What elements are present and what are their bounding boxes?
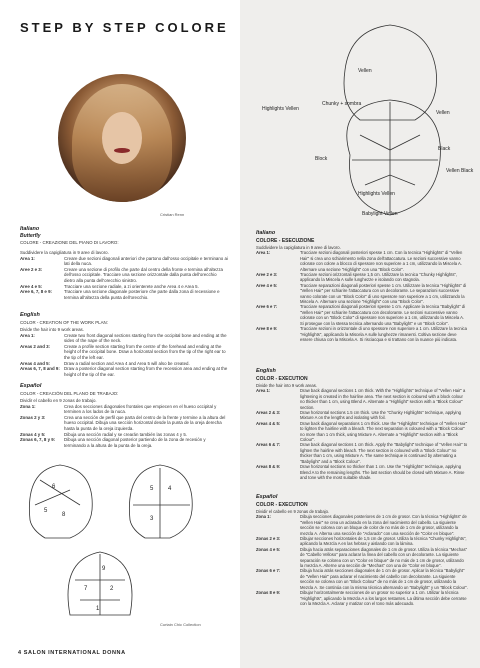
row-value: Dibujar horizontalmente secciones de un grosor no superior a 1 cm. Utilizar la técnica "Highlights", aplicando la Mezcla A a los largos restantes. La última sección debe cerrarse con la Mezcla A. Aclarar y matizar con el tono más adecuado. [300,590,467,606]
row-value: Draw a posterior diagonal section starting from the recession area and ending at the height of the tip of the ear. [64,366,228,377]
row-value: Tracciare sezioni diagonali posteriori spesse 1 cm. Con la tecnica "Highlights" di "Vellen Hair" si crea uno schiarimento nella zona dell'attaccatura. Le sezioni successive vanno colorate con colore a blocco di spessore non superiore a 1 cm, utilizzando la Miscela A. Alternare una sezione "Highlight" con una "Block Color". [300,250,463,272]
english-lang: English [20,312,40,318]
row-key: Aree 8 e 9: [256,326,278,332]
label-vellen-1: Vellen [358,68,372,74]
english-subtitle: COLOR - CREATION OF THE WORK PLAN: [20,320,108,325]
row-value: Tracciare separazioni diagonali posteriori spesse 1 cm. Utilizzare la tecnica "Highlights" di "Vellen Hair" per schiarire l'attaccatura con un decolorante. Le separazioni successive vanno colorate con un "Block Color" di uno spessore non superiore a 1 cm, utilizzando la Miscela A. Alternare una sezione "Highlight" con una "Block Color". [300,282,467,305]
italiano-intro: Suddividere la capigliatura in 9 aree di lavoro. [20,250,109,255]
section-number: 8 [62,512,66,518]
r-espanol-row [256,568,468,590]
row-key: Aree 6 e 7: [256,304,278,310]
row-value: Creare due sezioni diagonali anteriori che partono dall'osso occipitale e terminano ai lati della nuca. [64,255,228,267]
row-key: Aree 2 e 3: [20,266,43,272]
row-key: Aree 6, 7, 8 e 9: [20,289,52,295]
row-value: Create a profile section starting from the centre of the forehead and ending at the height of the occipital bone. Draw a horizontal section from the tip of the right ear to the tip of the left ear. [64,343,226,360]
row-key: Zonas 4 y 5: [20,431,46,437]
model-photo [58,74,186,202]
section-number: 3 [150,516,154,522]
italiano-row [20,256,228,267]
page-title: STEP BY STEP COLORE [20,20,229,35]
english-intro: Divide the hair into 9 work areas. [20,327,84,332]
r-english-lang: English [256,368,276,374]
r-italiano-row [256,304,468,326]
right-column [240,0,480,668]
section-number: 7 [84,586,88,592]
row-value: Create two front diagonal sections starting from the occipital bone and ending at the sides of the nape of the neck. [64,332,227,344]
italiano-row [20,267,228,284]
row-value: Dibuja hacia atrás separaciones diagonales de 1 cm de grosor. Utiliza la técnica "Mechas" de "Cabello Velloso" para aclarar la línea del cabello con un decolorante. La siguiente separación se colorea con un "Color en bloque" de no más de 1 cm de grosor, utilizando la mezcla A. Alterne una sección de "Mechas" con una de "Color en bloque". [300,546,468,569]
row-value: Tracciare sezioni in orizzontale di uno spessore non superiore a 1 cm. Utilizzare la tecnica "Highlights", applicando la Miscela A sulle lunghezze rimanenti. Coltiva sezione deve essere chiusa con la Miscela A. Si risciacqua e si trattano con la nuance più indicata. [300,326,467,342]
row-key: Area 1: [20,255,35,261]
r-italiano-block [256,245,468,342]
row-key: Area 1: [256,250,271,256]
r-english-row [256,388,468,410]
section-number: 9 [102,566,106,572]
row-key: Aree 2 e 3: [256,272,278,278]
r-italiano-intro: Suddividere la capigliatura in 9 aree di lavoro. [256,245,341,250]
face-shape [102,112,142,164]
head-diagram-large [240,10,480,230]
espanol-subtitle: COLOR - CREACIÓN DEL PLANO DE TRABAJO: [20,391,119,396]
head-diagram-bottom [68,552,132,615]
r-italiano-row [256,283,468,305]
lips-shape [114,148,130,153]
espanol-block [20,398,228,448]
label-vellen-2: Vellen [436,110,450,116]
english-row [20,366,228,377]
row-key: Areas 4 and 5: [20,360,51,366]
row-key: Zonas 2 y 3: [20,414,46,420]
row-key: Zonas 6 e 7: [256,568,281,574]
row-key: Areas 6, 7, 8 and 9: [20,366,60,372]
row-value: Dibujar secciones horizontales de 1,5 cm de grosor. Utiliza la técnica "Chunky Highlights", aplicando la Mezcla A en las hebras y aislando con la lámina. [300,536,467,547]
row-value: Draw a radial section and Area 4 and Area 5 will also be created. [64,360,190,366]
row-value: Draw back diagonal sections 1 cm thick. With the "Highlights" technique of "Vellen Hair" a lightening is created in the hairline area. The next section is coloured with a block colour no thicker than 1 cm, using Blend A. Alternate a "Highlight" section with a "Block Colour" section. [300,388,466,410]
label-vellen-black: Vellen Black [446,168,474,174]
r-espanol-row [256,536,468,547]
r-english-intro: Divide the hair into 9 work areas. [256,383,317,388]
row-value: Tracciare una sezione radiale, a zi orienterete anche Area 4 e Area 5. [64,283,199,289]
r-espanol-row [256,547,468,569]
r-english-row [256,464,468,480]
r-italiano-row [256,326,468,342]
italiano-name: Butterfly [20,233,41,239]
row-value: Dibuja una sección radial y se crearán también las zonas 4 y 5. [64,431,188,437]
back-head-outline [347,100,441,215]
head-diagram-top-left [29,465,92,538]
r-espanol-subtitle: COLOR - EXECUTION [256,502,308,508]
row-value: Crea una sección de perfil que parta del centro de la frente y termine a la altura del hueso occipital. Dibuja una sección horizontal desde la punta de la oreja derecha hasta la punta de la oreja izquierda. [64,414,226,431]
r-espanol-row [256,590,468,606]
english-row [20,333,228,344]
r-english-row [256,442,468,464]
row-value: Tracciare una sezione diagonale posteriore che parte dalla zona di recessione e termina all'altezza della punta dell'orecchio. [64,289,220,300]
italiano-lang: Italiano [20,226,40,232]
r-italiano-row [256,250,468,272]
english-row [20,344,228,361]
row-key: Zonas 2 e 3: [256,536,281,542]
row-value: Creare una sezione di profilo che parte dal centro della fronte e termina all'altezza dell'osso occipitale. Tracciare una sezione orizzontale dalla punta dell'orecchio dietro alla punta dell'orecchio sinistro. [64,266,223,283]
section-number: 1 [96,606,100,612]
espanol-lang: Español [20,383,42,389]
r-italiano-row [256,272,468,283]
r-english-row [256,410,468,421]
row-value: Draw back diagonal separations 1 cm thick. Use the "Highlights" technique of "Vellen Hair" to lighten the hairline with a bleach. The next separation is coloured with a "Block Colour" no more than 1 cm thick, using Mixture A. Alternate a "Highlight" section with a "Block Colour". [300,420,468,443]
row-value: Tracciare separazioni diagonali posteriori spesse 1 cm. Applicare la tecnica "Babylight" di "Vellen Hair" per schiarire l'attaccatura con decolorante. Le sezioni successive vanno colorate con un "Block Color" di spessore non superiore a 1 cm, utilizzando la Miscela A. Si prosegue con la stessa tecnica alternando una "Babylight" e un "Block Color". [300,304,466,326]
row-value: Draw horizontal sections 1.5 cm thick. Use the "Chunky Highlights" technique, applying Mixture A on the lengths and isolating with foil. [300,410,462,421]
espanol-intro: Dividir el cabello en 9 zonas de trabajo. [20,398,97,403]
row-value: Dibuja una sección diagonal posterior partiendo de la zona de recesión y terminando a la altura de la punta de la oreja. [64,437,206,448]
italiano-row [20,289,228,300]
label-black: Black [438,146,451,152]
section-number: 5 [44,508,48,514]
row-key: Areas 6 & 7: [256,442,281,448]
row-key: Zonas 4 e 5: [256,546,281,552]
label-babylight-vellen: Babylight Vellen [362,211,398,217]
label-highlights-vellen-1: Highlights Vellen [262,106,299,112]
row-key: Zona 1: [256,514,271,520]
row-key: Zona 1: [20,403,36,409]
row-key: Areas 2 and 3: [20,343,51,349]
row-key: Areas 8 & 9: [256,464,281,470]
english-block [20,327,228,377]
r-espanol-row [256,514,468,536]
row-key: Aree 4 e 5: [20,283,43,289]
row-key: Aree 4 e 5: [256,282,278,288]
row-key: Area 1: [20,332,35,338]
row-key: Area 1: [256,388,271,394]
espanol-row [20,415,228,432]
photo-credit: Cristian Renn [160,212,185,217]
r-english-block [256,383,468,480]
row-key: Zonas 8 e 9: [256,590,281,596]
page-footer: 4 SALON INTERNATIONAL DONNA [18,650,126,656]
row-value: Crea dos secciones diagonales frontales que empiecen en el hueso occipital y terminen a los lados de la nuca. [64,403,217,415]
section-number: 5 [150,486,154,492]
section-number: 4 [168,486,172,492]
row-value: Dibuja hacia atrás secciones diagonales de 1 cm de grosor. Aplicar la técnica "Babylight" de "Vellen Hair" para aclarar el nacimiento del cabello con decolorante. La siguiente sección se colorea con un "Block Colour" de no más de 1 cm de grosor, utilizando la Mezcla A. Se continúa con la misma técnica alternando un "Babylight" y un "Block Colour". [300,568,468,590]
r-espanol-intro: Dividir el cabello en 9 zonas de trabajo. [256,509,330,514]
label-chunky-sombra: Chunky + sombra [322,101,362,107]
head-diagram-top-right [129,465,192,538]
label-block: Block [315,156,328,162]
row-value: Draw horizontal sections no thicker than 1 cm. Use the "Highlights" technique, applying Blend A to the remaining lengths. The last section should be closed with Mixture A. Rinse and tone with the most suitable shade. [300,464,465,480]
section-diagrams [0,450,240,630]
section-number: 6 [52,484,56,490]
row-key: Areas 2 & 3: [256,410,281,416]
italiano-block [20,250,228,300]
espanol-row [20,404,228,415]
r-italiano-subtitle: COLORE - ESECUZIONE [256,238,315,244]
r-espanol-lang: Español [256,494,278,500]
label-highlights-vellen-2: Highlights Vellen [358,191,395,197]
italiano-subtitle: COLORE - CREAZIONE DEL PIANO DI LAVORO: [20,240,119,245]
r-espanol-block [256,509,468,606]
row-key: Zonas 6, 7, 8 y 9: [20,437,56,443]
row-key: Areas 4 & 5: [256,420,281,426]
r-italiano-lang: Italiano [256,230,276,236]
espanol-row [20,437,228,448]
r-english-subtitle: COLOR - EXECUTION [256,376,308,382]
section-number: 2 [110,586,114,592]
diagram-credit: Curtain Chic Collection [160,622,201,627]
r-english-row [256,421,468,443]
row-value: Tracciare sezioni orizzontali spesse 1,5 cm. Utilizzare la tecnica "Chunky Highlights", applicando la Miscela A sulle lunghezze e isolando con stagnola. [300,272,458,283]
row-value: Draw back diagonal sections 1 cm thick. Apply the "Babylight" technique of "Vellen Hair" to lighten the hairline with bleach. The next section is coloured with a "Block Colour" no thicker than 1 cm, using Mixture A. The same technique is continued by alternating a "Babylight" and a "Block Colour". [300,442,468,464]
row-value: Dibuja secciones diagonales posteriores de 1 cm de grosor. Con la técnica "Highlights" de "Vellen Hair" se crea un aclarado en la zona del nacimiento del cabello. La siguiente sección se colorea con un bloque de color de no más de 1 cm de grosor, utilizando la mezcla A. Alterna una sección de "Aclarado" con una sección de "Color en bloque". [300,514,467,536]
